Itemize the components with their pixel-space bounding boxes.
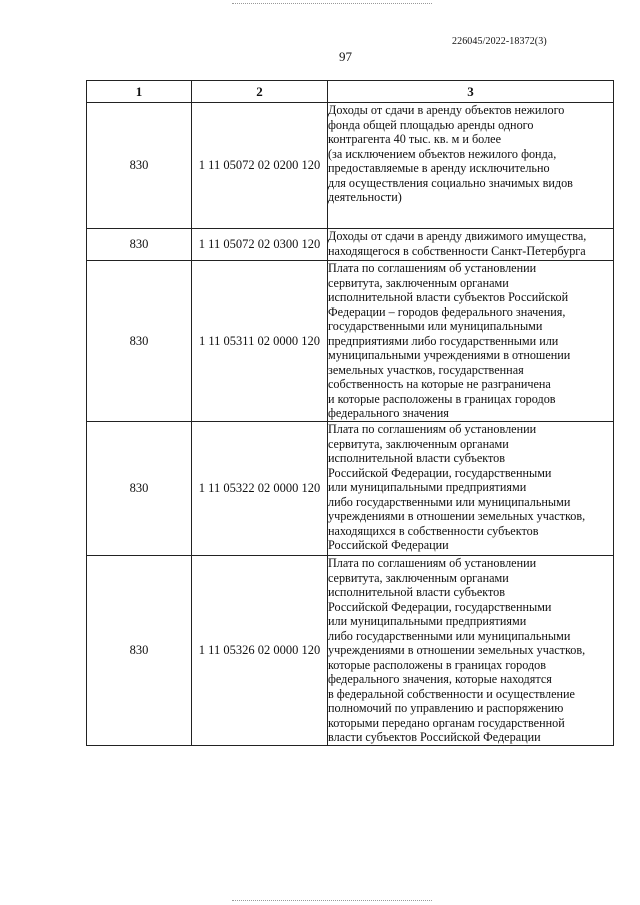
description-cell bbox=[328, 556, 614, 746]
description-line: Федерации – городов федерального значения, bbox=[328, 304, 566, 319]
description-line: Плата по соглашениям об установлении bbox=[328, 556, 537, 570]
page-top-divider bbox=[232, 3, 432, 4]
description-line: или муниципальными предприятиями bbox=[328, 614, 527, 628]
table-row bbox=[87, 422, 614, 556]
description-line: полномочий по управлению и распоряжению bbox=[328, 701, 564, 715]
description-line: сервитута, заключенным органами bbox=[328, 436, 509, 451]
description-cell bbox=[328, 229, 614, 261]
description-line: находящегося в собственности Санкт-Петербурга bbox=[328, 243, 586, 258]
description-line: и которые расположены в границах городов bbox=[328, 391, 556, 406]
classification-code-cell: 1 11 05326 02 0000 120 bbox=[192, 556, 328, 746]
description-line: контрагента 40 тыс. кв. м и более bbox=[328, 132, 501, 146]
classification-code-cell: 1 11 05072 02 0300 120 bbox=[192, 229, 328, 261]
table-row bbox=[87, 229, 614, 261]
description-line: исполнительной власти субъектов bbox=[328, 585, 506, 599]
administrator-code-cell: 830 bbox=[87, 103, 192, 229]
description-cell bbox=[328, 103, 614, 229]
description-line: либо государственными или муниципальными bbox=[328, 494, 571, 509]
administrator-code-cell: 830 bbox=[87, 556, 192, 746]
column-header-2: 2 bbox=[192, 81, 328, 103]
description-line: учреждениями в отношении земельных участков, bbox=[328, 509, 586, 523]
page-bottom-divider bbox=[232, 900, 432, 901]
table-row bbox=[87, 103, 614, 229]
table-row bbox=[87, 261, 614, 422]
description-line: сервитута, заключенным органами bbox=[328, 570, 509, 585]
description-line: для осуществления социально значимых видов bbox=[328, 175, 573, 190]
description-line: земельных участков, государственная bbox=[328, 362, 524, 377]
description-line: или муниципальными предприятиями bbox=[328, 480, 527, 494]
description-line: учреждениями в отношении земельных участков, bbox=[328, 643, 586, 657]
description-line: Доходы от сдачи в аренду объектов нежилого bbox=[328, 103, 565, 117]
description-line: которыми передано органам государственной bbox=[328, 715, 565, 730]
description-line: государственными или муниципальными bbox=[328, 319, 543, 333]
column-header-3: 3 bbox=[328, 81, 614, 103]
description-line: Доходы от сдачи в аренду движимого имущества, bbox=[328, 229, 587, 243]
description-cell bbox=[328, 261, 614, 422]
administrator-code-cell: 830 bbox=[87, 229, 192, 261]
administrator-code-cell: 830 bbox=[87, 261, 192, 422]
description-line: власти субъектов Российской Федерации bbox=[328, 730, 541, 744]
description-line: сервитута, заключенным органами bbox=[328, 275, 509, 290]
description-line: в федеральной собственности и осуществление bbox=[328, 686, 575, 701]
administrator-code-cell: 830 bbox=[87, 422, 192, 556]
description-line: находящихся в собственности субъектов bbox=[328, 523, 539, 538]
classification-code-cell: 1 11 05322 02 0000 120 bbox=[192, 422, 328, 556]
description-line: исполнительной власти субъектов Российской bbox=[328, 290, 569, 304]
classification-code-cell: 1 11 05072 02 0200 120 bbox=[192, 103, 328, 229]
description-line: Российской Федерации, государственными bbox=[328, 465, 552, 480]
description-line: федерального значения, которые находятся bbox=[328, 672, 552, 686]
page-number: 97 bbox=[339, 49, 352, 64]
table-header-row bbox=[87, 81, 614, 103]
description-line: которые расположены в границах городов bbox=[328, 657, 546, 672]
description-line: собственность на которые не разграничена bbox=[328, 377, 551, 391]
description-line: Плата по соглашениям об установлении bbox=[328, 422, 537, 436]
description-line: Российской Федерации, государственными bbox=[328, 599, 552, 614]
description-line: исполнительной власти субъектов bbox=[328, 451, 506, 465]
budget-classification-table bbox=[86, 80, 614, 746]
description-cell bbox=[328, 422, 614, 556]
description-line: (за исключением объектов нежилого фонда, bbox=[328, 146, 557, 161]
column-header-1: 1 bbox=[87, 81, 192, 103]
description-line: фонда общей площадью аренды одного bbox=[328, 117, 534, 132]
description-line: предприятиями либо государственными или bbox=[328, 333, 559, 348]
table-row bbox=[87, 556, 614, 746]
document-registration-number: 226045/2022-18372(3) bbox=[452, 36, 547, 47]
description-line: Российской Федерации bbox=[328, 538, 449, 552]
description-line: муниципальными учреждениями в отношении bbox=[328, 348, 571, 362]
description-line: либо государственными или муниципальными bbox=[328, 628, 571, 643]
classification-code-cell: 1 11 05311 02 0000 120 bbox=[192, 261, 328, 422]
description-line: Плата по соглашениям об установлении bbox=[328, 261, 537, 275]
description-line: предоставляемые в аренду исключительно bbox=[328, 161, 550, 175]
description-line: федерального значения bbox=[328, 406, 449, 420]
description-line: деятельности) bbox=[328, 190, 402, 204]
